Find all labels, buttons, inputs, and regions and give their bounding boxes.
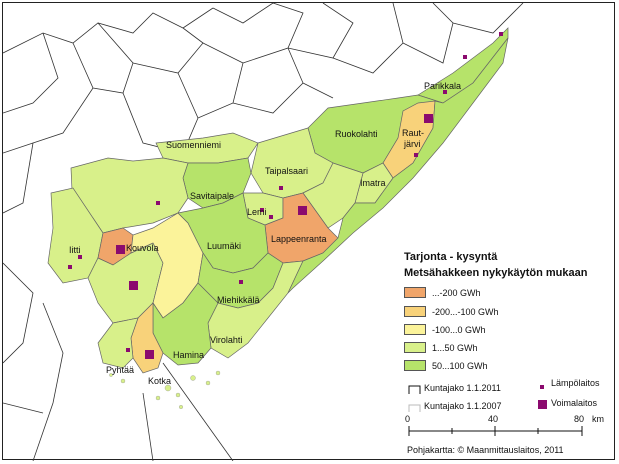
label-luumaki: Luumäki (207, 241, 242, 251)
legend-heat-plant: Lämpölaitos (551, 378, 600, 388)
legend-subtitle: Metsähakkeen nykykäytön mukaan (404, 267, 588, 279)
label-miehikkala: Miehikkälä (217, 295, 260, 305)
label-kouvola: Kouvola (126, 243, 159, 253)
legend-class-label: 1...50 GWh (432, 342, 478, 353)
map-credit: Pohjakartta: © Maanmittauslaitos, 2011 (407, 445, 564, 455)
legend-title: Tarjonta - kysyntä (404, 251, 498, 263)
label-kotka: Kotka (148, 376, 172, 386)
label-taipalsaari: Taipalsaari (265, 166, 309, 176)
label-rautjarvi-2: järvi (404, 139, 421, 149)
legend-boundary-2007: Kuntajako 1.1.2007 (424, 401, 502, 411)
municipalities (48, 28, 508, 373)
scale-tick-0: 0 (405, 414, 411, 424)
label-parikkala: Parikkala (424, 81, 462, 91)
label-imatra: Imatra (360, 178, 386, 188)
legend-class-2 (404, 305, 499, 318)
scale-tick-40: 40 (488, 414, 499, 424)
legend-swatch (404, 342, 426, 353)
legend-class-3 (404, 323, 486, 336)
label-iitti: Iitti (69, 245, 81, 255)
label-lemi: Lemi (247, 207, 267, 217)
legend-class-label: -200...-100 GWh (432, 306, 499, 317)
label-lappeenranta: Lappeenranta (271, 234, 327, 244)
label-pyhtaa: Pyhtää (106, 365, 135, 375)
legend-boundary-2011: Kuntajako 1.1.2011 (424, 383, 501, 393)
legend-swatch (404, 360, 426, 371)
label-rautjarvi-1: Raut- (402, 128, 425, 138)
legend-class-4 (404, 341, 478, 354)
label-suomenniemi: Suomenniemi (166, 140, 222, 150)
legend-swatch (404, 306, 426, 317)
legend-power-plant: Voimalaitos (551, 398, 598, 408)
legend-class-label: -100...0 GWh (432, 324, 486, 335)
scale-unit: km (592, 414, 604, 424)
legend-class-1 (404, 286, 481, 299)
label-savitaipale: Savitaipale (190, 191, 235, 201)
map-frame (2, 2, 615, 460)
label-ruokolahti: Ruokolahti (335, 129, 378, 139)
legend-swatch (404, 287, 426, 298)
legend-class-5 (404, 359, 488, 372)
label-hamina: Hamina (173, 350, 205, 360)
legend-class-label: ...-200 GWh (432, 287, 481, 298)
label-virolahti: Virolahti (210, 335, 243, 345)
legend-class-label: 50...100 GWh (432, 360, 488, 371)
map-canvas (3, 3, 616, 461)
legend-swatch (404, 324, 426, 335)
scale-tick-80: 80 (574, 414, 585, 424)
